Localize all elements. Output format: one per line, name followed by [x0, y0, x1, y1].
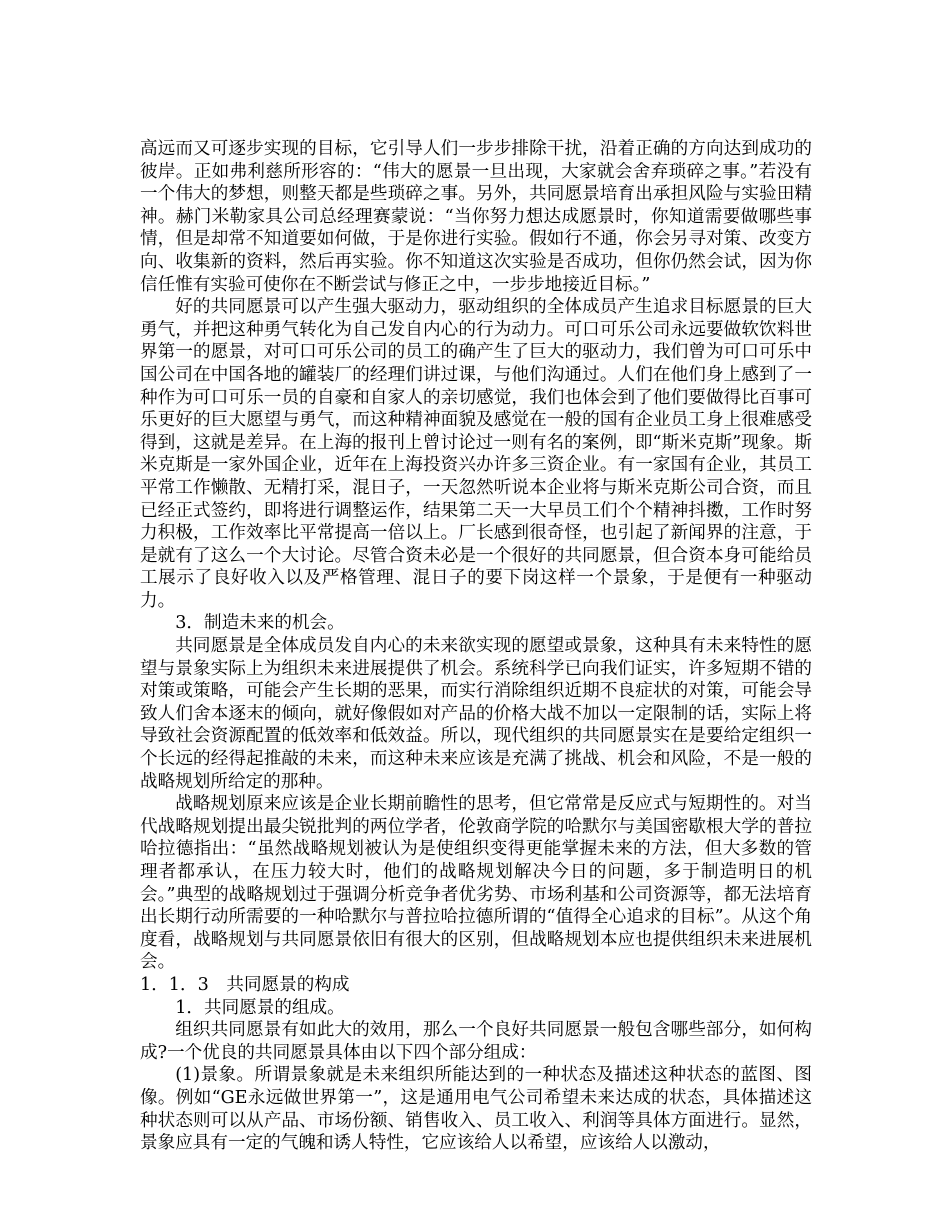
section-heading-composition: 1．1．3 共同愿景的构成: [140, 974, 350, 995]
heading-composition-components: 1．共同愿景的组成。: [175, 997, 345, 1018]
paragraph-composition-intro: 组织共同愿景有如此大的效用，那么一个良好共同愿景一般包含哪些部分，如何构成?一个优良的共同愿景具体由以下四个部分组成：: [140, 1020, 812, 1063]
heading-future-opportunity: 3．制造未来的机会。: [175, 613, 345, 634]
paragraph-future-opportunity: 共同愿景是全体成员发自内心的未来欲实现的愿望或景象，这种具有未来特性的愿望与景象实际上为组织未来进展提供了机会。系统科学已向我们证实，许多短期不错的对策或策略，可能会产生长期的恶果，而实行消除组织近期不良症状的对策，可能会导致人们舍本逐末的倾向，就好像假如对产品的价格大战不加以一定限制的话，实际上将导致社会资源配置的低效率和低效益。所以，现代组织的共同愿景实在是要给定组织一个长远的经得起推敲的未来，而这种未来应该是充满了挑战、机会和风险，不是一般的战略规划所给定的那种。: [140, 636, 812, 792]
paragraph-driving-force: 好的共同愿景可以产生强大驱动力，驱动组织的全体成员产生追求目标愿景的巨大勇气，并把这种勇气转化为自己发自内心的行为动力。可口可乐公司永远要做软饮料世界第一的愿景，对可口可乐公司的员工的确产生了巨大的驱动力，我们曾为可口可乐中国公司在中国各地的罐装厂的经理们讲过课，与他们沟通过。人们在他们身上感到了一种作为可口可乐一员的自豪和自家人的亲切感觉，我们也体会到了他们要做得比百事可乐更好的巨大愿望与勇气，而这种精神面貌及感觉在一般的国有企业员工身上很难感受得到，这就是差异。在上海的报刊上曾讨论过一则有名的案例，即“斯米克斯”现象。斯米克斯是一家外国企业，近年在上海投资兴办许多三资企业。有一家国有企业，其员工平常工作懒散、无精打采，混日子，一天忽然听说本企业将与斯米克斯公司合资，而且已经正式签约，即将进行调整运作，结果第二天一大早员工们个个精神抖擞，工作时努力积极，工作效率比平常提高一倍以上。厂长感到很奇怪，也引起了新闻界的注意，于是就有了这么一个大讨论。尽管合资未必是一个很好的共同愿景，但合资本身可能给员工展示了良好收入以及严格管理、混日子的要下岗这样一个景象，于是便有一种驱动力。: [140, 297, 812, 611]
paragraph-vision-goal: 高远而又可逐步实现的目标，它引导人们一步步排除干扰，沿着正确的方向达到成功的彼岸。正如弗利慈所形容的：“伟大的愿景一旦出现，大家就会舍弃琐碎之事。”若没有一个伟大的梦想，则整天都是些琐碎之事。另外，共同愿景培育出承担风险与实验田精神。赫门米勒家具公司总经理赛蒙说：“当你努力想达成愿景时，你知道需要做哪些事情，但是却常不知道要如何做，于是你进行实验。假如行不通，你会另寻对策、改变方向、收集新的资料，然后再实验。你不知道这次实验是否成功，但你仍然会试，因为你信任惟有实验可使你在不断尝试与修正之中，一步步地接近目标。”: [140, 139, 812, 295]
paragraph-scene: (1)景象。所谓景象就是未来组织所能达到的一种状态及描述这种状态的蓝图、图像。例如“GE永远做世界第一”，这是通用电气公司希望未来达成的状态，具体描述这种状态则可以从产品、市场份额、销售收入、员工收入、利润等具体方面进行。显然，景象应具有一定的气魄和诱人特性，它应该给人以希望，应该给人以激动，: [140, 1065, 812, 1154]
document-page: [140, 138, 812, 1155]
paragraph-strategic-planning: 战略规划原来应该是企业长期前瞻性的思考，但它常常是反应式与短期性的。对当代战略规划提出最尖锐批判的两位学者，伦敦商学院的哈默尔与美国密歇根大学的普拉哈拉德指出：“虽然战略规划被认为是使组织变得更能掌握未来的方法，但大多数的管理者都承认，在压力较大时，他们的战略规划解决今日的问题，多于制造明日的机会。”典型的战略规划过于强调分析竞争者优劣势、市场利基和公司资源等，都无法培育出长期行动所需要的一种哈默尔与普拉哈拉德所谓的“值得全心追求的目标”。从这个角度看，战略规划与共同愿景依旧有很大的区别，但战略规划本应也提供组织未来进展机会。: [140, 794, 812, 973]
